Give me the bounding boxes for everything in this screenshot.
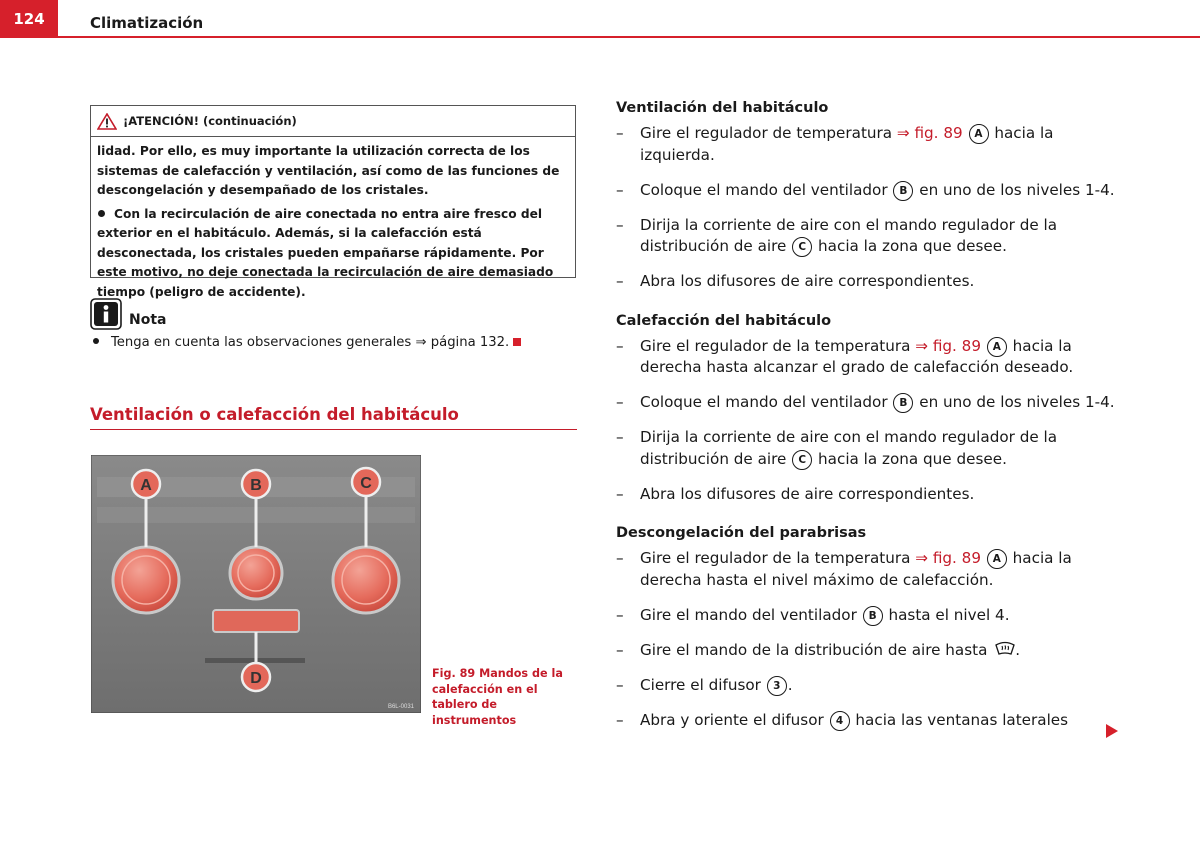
step: – Gire el regulador de la temperatura ⇒ fig. 89 A hacia la derecha hasta alcanzar el grado de calefacción deseado. [616, 336, 1074, 376]
label-circle-a: A [969, 124, 989, 144]
figure-label-a: A [140, 477, 152, 494]
air-distribution-knob [333, 547, 399, 613]
step: – Coloque el mando del ventilador B en uno de los niveles 1-4. [616, 393, 1115, 411]
warning-paragraph: Con la recirculación de aire conectada no entra aire fresco del exterior en el habitáculo. Además, si la calefacción está desconectada, los cristales pueden empañarse rápidamente. Por este motivo, no deje conectada la recirculación de aire demasiado tiempo (peligro de accidente). [97, 206, 554, 299]
step: – Dirija la corriente de aire con el mando regulador de la distribución de aire C hacia la zona que desee. [616, 215, 1058, 255]
step: – Abra los difusores de aire correspondientes. [616, 272, 975, 290]
note-text: Tenga en cuenta las observaciones generales ⇒ página 132. [90, 335, 521, 350]
figure-89-controls [91, 455, 421, 713]
step: – Abra y oriente el difusor 4 hacia las ventanas laterales [616, 710, 1069, 729]
label-circle-4: 4 [830, 711, 850, 731]
step: – Gire el regulador de temperatura ⇒ fig. 89 A hacia la izquierda. [616, 124, 1054, 164]
next-page-arrow-icon[interactable] [1106, 724, 1118, 738]
step: – Gire el mando de la distribución de aire hasta . [616, 640, 1021, 659]
section-rule [90, 429, 577, 430]
recirculation-button [213, 610, 299, 632]
step: – Coloque el mando del ventilador B en uno de los niveles 1-4. [616, 180, 1115, 199]
label-circle-a: A [987, 337, 1007, 357]
subheading-descongelacion: Descongelación del parabrisas [616, 525, 867, 541]
step: – Cierre el difusor 3 . [616, 675, 793, 694]
warning-title: ¡ATENCIÓN! (continuación) [123, 114, 297, 128]
info-note-icon [90, 298, 122, 330]
label-circle-b: B [893, 393, 913, 413]
step: – Gire el mando del ventilador B hasta el nivel 4. [616, 605, 1010, 624]
figure-caption: Fig. 89 Mandos de la calefacción en el tablero de instrumentos [432, 667, 563, 727]
bullet [98, 210, 105, 217]
end-marker [513, 338, 521, 346]
chapter-title: Climatización [90, 14, 204, 32]
subheading-calefaccion: Calefacción del habitáculo [616, 312, 832, 329]
label-circle-c: C [792, 237, 812, 257]
label-circle-b: B [863, 606, 883, 626]
figure-label-b: B [250, 477, 262, 494]
subheading-ventilacion: Ventilación del habitáculo [616, 100, 829, 116]
page-number: 124 [0, 0, 58, 38]
label-circle-a: A [987, 549, 1007, 569]
label-circle-c: C [792, 450, 812, 470]
warning-triangle-icon [97, 113, 117, 130]
page-reference-link[interactable]: página 132. [426, 335, 510, 350]
figure-reference-link[interactable]: ⇒ fig. 89 [896, 124, 963, 142]
step: – Abra los difusores de aire correspondientes. [616, 484, 975, 503]
header-rule [58, 36, 1200, 38]
warning-header [91, 106, 575, 137]
bullet [93, 338, 99, 344]
figure-label-d: D [250, 670, 262, 687]
figure-reference-link[interactable]: ⇒ fig. 89 [915, 336, 982, 355]
windshield-defrost-icon [995, 641, 1015, 657]
figure-label-c: C [360, 475, 372, 492]
step: – Dirija la corriente de aire con el mando regulador de la distribución de aire C hacia la zona que desee. [616, 428, 1058, 468]
note-title: Nota [129, 312, 167, 328]
warning-box [90, 105, 576, 299]
figure-reference-link[interactable]: ⇒ fig. 89 [915, 549, 982, 567]
warning-paragraph: lidad. Por ello, es muy importante la utilización correcta de los sistemas de calefacción y ventilación, así como de las funciones de descongelación y desempañado de los cristales. [97, 144, 560, 197]
label-circle-3: 3 [767, 676, 787, 696]
label-circle-b: B [893, 181, 913, 201]
temperature-knob [113, 547, 179, 613]
step: – Gire el regulador de la temperatura ⇒ fig. 89 A hacia la derecha hasta el nivel máximo de calefacción. [616, 549, 1072, 589]
instructions-column [616, 100, 1116, 745]
section-heading: Ventilación o calefacción del habitáculo [90, 405, 459, 424]
figure-code: B6L-0031 [387, 704, 414, 710]
